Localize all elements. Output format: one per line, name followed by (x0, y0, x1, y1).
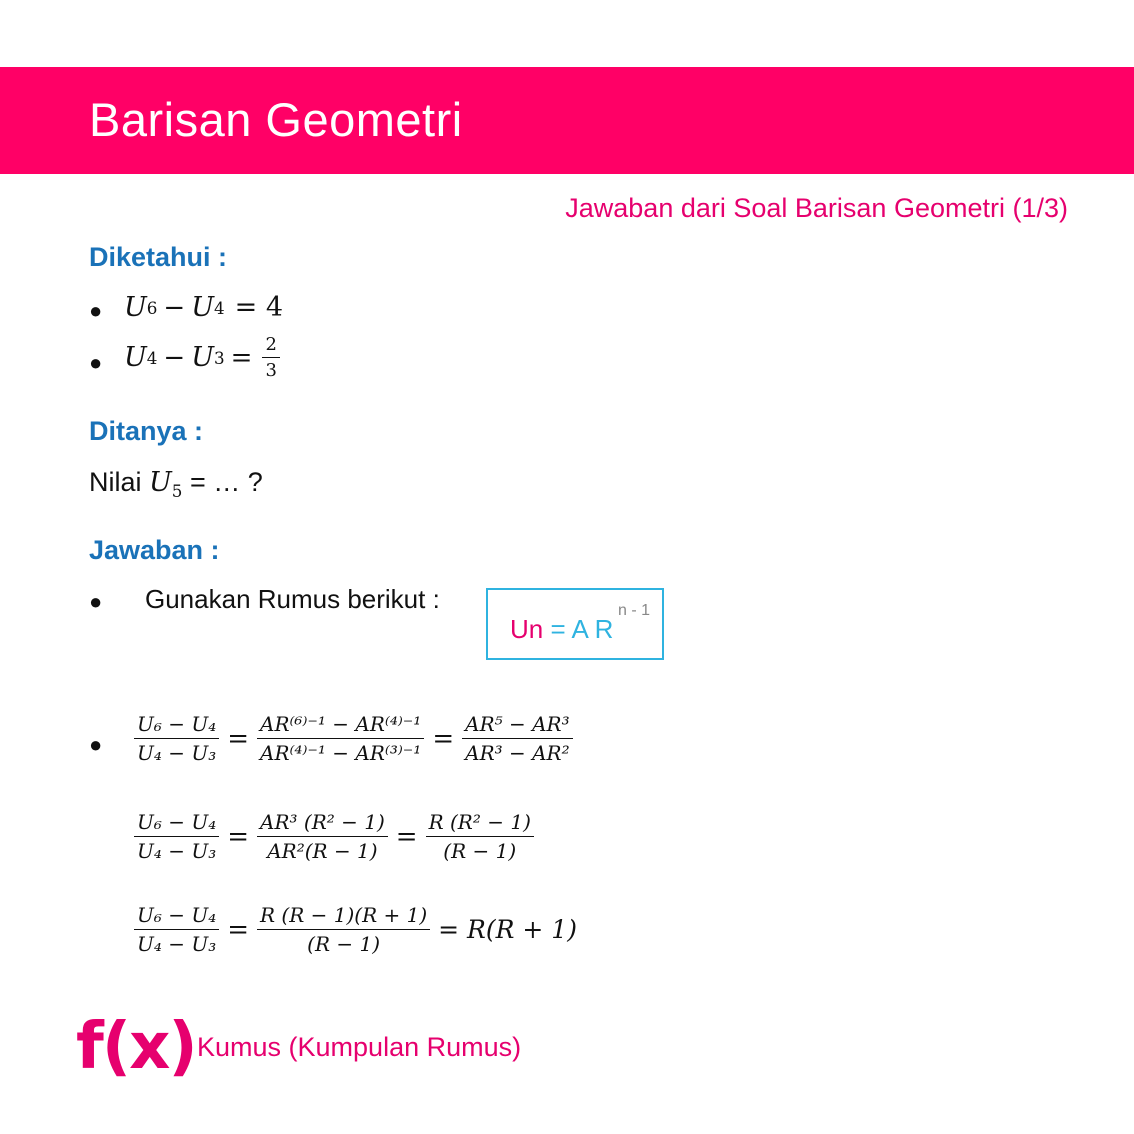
equals-sign: = (432, 723, 455, 754)
known-1-b-sub: 4 (213, 297, 225, 318)
page-title: Barisan Geometri (89, 93, 463, 146)
footer-brand-text: Kumus (Kumpulan Rumus) (197, 1032, 522, 1062)
known-item-1: U 6 − U 4 = 4 (124, 292, 284, 323)
eq3-mid-fraction (257, 903, 430, 956)
eq2-right-fraction (426, 810, 534, 863)
formula-exponent: n - 1 (618, 602, 651, 619)
equation-line-3 (132, 903, 577, 956)
known-2-a: U (124, 342, 147, 373)
equation-line-2 (132, 810, 536, 863)
formula-box (486, 588, 664, 660)
eq1-right-num: AR⁵ − AR³ (462, 712, 573, 739)
formula-rhs: = A R (550, 614, 614, 644)
known-1-rhs: = 4 (234, 292, 284, 323)
asked-suffix: = … ? (189, 467, 263, 497)
bullet-dot: ● (89, 350, 103, 375)
equals-sign: = (227, 914, 250, 945)
eq1-lhs-num: U₆ − U₄ (134, 712, 219, 739)
known-2-rhs-fraction (262, 334, 279, 381)
asked-var-sub: 5 (171, 480, 183, 501)
known-item-2: U 4 − U 3 = $\frac{2}{3}$ (124, 334, 284, 381)
known-2-a-sub: 4 (146, 347, 158, 368)
eq3-lhs-den: U₄ − U₃ (137, 932, 217, 956)
eq1-mid-fraction (257, 712, 424, 765)
asked-line (89, 467, 263, 501)
eq2-lhs-fraction (134, 810, 219, 863)
eq2-lhs-num: U₆ − U₄ (134, 810, 219, 837)
bullet-dot: ● (89, 732, 103, 757)
known-2-rhs-den: 3 (265, 360, 277, 381)
eq1-right-den: AR³ − AR² (465, 741, 570, 765)
known-2-b-sub: 3 (213, 347, 225, 368)
asked-var: U (149, 467, 172, 498)
bullet-dot: ● (89, 298, 103, 323)
equation-line-1 (132, 712, 575, 765)
eq1-lhs-den: U₄ − U₃ (137, 741, 217, 765)
known-1-a-sub: 6 (146, 297, 158, 318)
page-subtitle: Jawaban dari Soal Barisan Geometri (1/3) (565, 193, 1068, 223)
known-heading: Diketahui : (89, 242, 228, 272)
eq3-mid-den: (R − 1) (307, 932, 381, 956)
answer-step-1: Gunakan Rumus berikut : (145, 584, 440, 614)
answer-heading: Jawaban : (89, 535, 220, 565)
equals-sign: = (227, 723, 250, 754)
known-1-b: U (191, 292, 214, 323)
eq1-mid-num: AR⁽⁶⁾⁻¹ − AR⁽⁴⁾⁻¹ (257, 712, 424, 739)
eq3-lhs-num: U₆ − U₄ (134, 903, 219, 930)
eq2-mid-num: AR³ (R² − 1) (257, 810, 388, 837)
bullet-dot: ● (89, 589, 103, 614)
eq1-right-fraction (462, 712, 573, 765)
known-2-b: U (191, 342, 214, 373)
eq2-lhs-den: U₄ − U₃ (137, 839, 217, 863)
asked-heading: Ditanya : (89, 416, 204, 446)
formula-lhs: Un (510, 614, 544, 644)
fx-logo: f(x) (76, 1010, 196, 1084)
eq3-right: = R(R + 1) (438, 915, 577, 944)
equals-sign: = (395, 821, 418, 852)
equals-sign: = (227, 821, 250, 852)
known-1-a: U (124, 292, 147, 323)
asked-prefix: Nilai (89, 467, 142, 497)
eq1-lhs-fraction (134, 712, 219, 765)
eq2-mid-fraction (257, 810, 388, 863)
eq3-lhs-fraction (134, 903, 219, 956)
eq1-mid-den: AR⁽⁴⁾⁻¹ − AR⁽³⁾⁻¹ (260, 741, 422, 765)
eq2-right-num: R (R² − 1) (426, 810, 534, 837)
eq3-mid-num: R (R − 1)(R + 1) (257, 903, 430, 930)
known-2-rhs-num: 2 (262, 334, 279, 358)
eq2-mid-den: AR²(R − 1) (267, 839, 378, 863)
eq2-right-den: (R − 1) (443, 839, 517, 863)
